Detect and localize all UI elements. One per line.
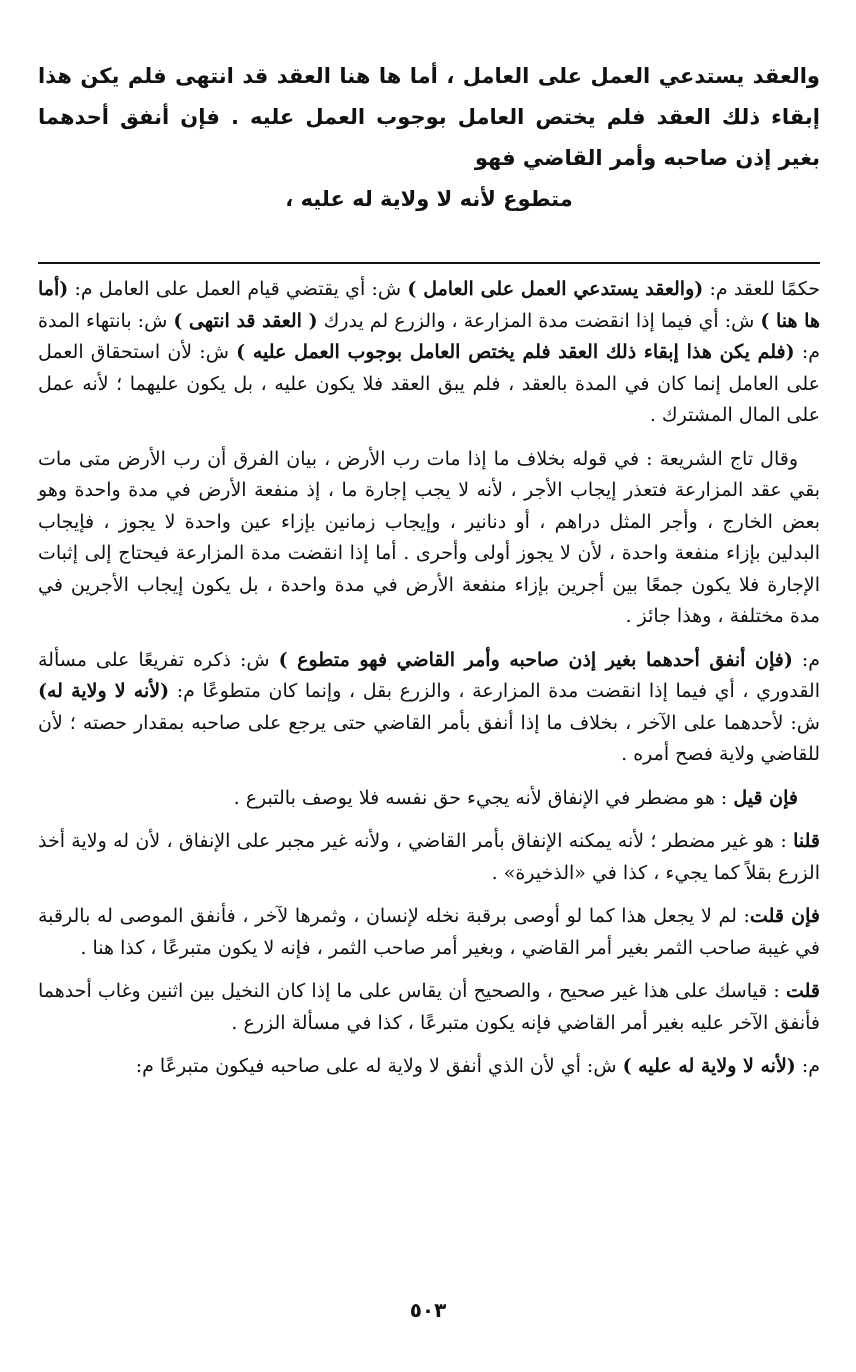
main-paragraph-end: متطوع لأنه لا ولاية له عليه ، [285, 187, 573, 211]
page-number: ٥٠٣ [409, 1298, 447, 1322]
commentary-paragraph [38, 645, 820, 771]
commentary-text: : قياسك على هذا غير صحيح ، والصحيح أن يقاس على ما إذا كان النخيل بين اثنين وغاب أحدهما فأنفق الآخر عليه بغير أمر القاضي فإنه يكون متبرعًا ، كذا في مسألة الزرع . [38, 980, 820, 1034]
commentary-text: : هو مضطر في الإنفاق لأنه يجيء حق نفسه فلا يوصف بالتبرع . [233, 786, 734, 809]
matn-quote: (والعقد يستدعي العمل على العامل ) [407, 278, 704, 300]
reply-label: قلنا [793, 830, 820, 852]
matn-quote: (أما ها هنا ) [38, 278, 820, 332]
commentary-text: حكمًا للعقد م: [703, 278, 821, 300]
commentary-text: : هو غير مضطر ؛ لأنه يمكنه الإنفاق بأمر القاضي ، ولأنه غير مجبر على الإنفاق ، لأن له ولاية أخذ الزرع بقلاً كما يجيء ، كذا في «الذخيرة» . [38, 830, 820, 884]
objection-label: فإن قلت [749, 905, 820, 927]
commentary-text: م: [795, 1055, 820, 1077]
matn-quote: (فإن أنفق أحدهما بغير إذن صاحبه وأمر القاضي فهو متطوع ) [278, 648, 793, 671]
page [38, 56, 820, 1372]
commentary-paragraph [38, 826, 820, 889]
commentary-text: م: [792, 648, 821, 671]
main-paragraph: والعقد يستدعي العمل على العامل ، أما ها هنا العقد قد انتهى فلم يكن هذا إبقاء ذلك العقد فلم يختص العامل بوجوب العمل عليه . فإن أنفق أحدهما بغير إذن صاحبه وأمر القاضي فهو [38, 64, 820, 170]
commentary-paragraph: وقال تاج الشريعة : في قوله بخلاف ما إذا مات رب الأرض ، بيان الفرق أن رب الأرض متى مات بقي عقد المزارعة فتعذر إيجاب الأجر ، لأنه لا يجب إجارة ما ، إذ منفعة الأرض في مدة واحدة وهو بعض الخارج ، وأجر المثل دراهم ، أو دنانير ، وإيجاب زمانين بإزاء عين واحدة لا يجوز ، فإيجاب البدلين بإزاء منفعة واحدة ، لأن لا يجوز أولى وأحرى . أما إذا انقضت مدة المزارعة فيحتاج إلى إثبات الإجارة فلا يكون جمعًا بين أجرين بإزاء منفعة الأرض في مدة واحدة ، بل يكون إيجاب الأجرين في مدة مختلفة ، وهذا جائز . [38, 447, 821, 627]
matn-quote: (فلم يكن هذا إبقاء ذلك العقد فلم يختص العامل بوجوب العمل عليه ) [236, 341, 795, 363]
commentary-text: ش: لأحدهما على الآخر ، بخلاف ما إذا أنفق بأمر القاضي حتى يرجع على صاحبه بمقدار حصته ؛ لأن للقاضي ولاية فصح أمره . [38, 711, 820, 765]
commentary-text: ش: أي فيما إذا انقضت مدة المزارعة ، والزرع لم يدرك [317, 309, 761, 332]
commentary-paragraph [38, 976, 820, 1039]
commentary-text: ش: أي لأن الذي أنفق لا ولاية له على صاحبه فيكون متبرعًا م: [135, 1055, 623, 1077]
footnote-divider [38, 262, 820, 264]
matn-quote: ( العقد قد انتهى ) [173, 309, 318, 332]
commentary-paragraph [38, 783, 820, 815]
commentary [38, 274, 820, 1083]
matn-quote: (لأنه لا ولاية له عليه ) [622, 1055, 796, 1077]
reply-label: قلت [785, 980, 820, 1002]
commentary-text: ش: ذكره تفريعًا على مسألة القدوري ، أي فيما إذا انقضت مدة المزارعة ، والزرع بقل ، وإنما كان متطوعًا م: [38, 648, 821, 702]
matn-quote: (لأنه لا ولاية له) [38, 680, 170, 702]
commentary-paragraph [38, 901, 820, 964]
commentary-text: ش: لأن استحقاق العمل على العامل إنما كان في المدة بالعقد ، فلم يبق العقد فلا يكون عليه ، بل يكون عليهما ؛ لأنه عمل على المال المشترك . [38, 341, 820, 426]
objection-label: فإن قيل [733, 786, 798, 809]
main-text [38, 56, 820, 220]
commentary-paragraph [38, 1051, 820, 1083]
commentary-text: : لم لا يجعل هذا كما لو أوصى برقبة نخله لإنسان ، وثمرها لآخر ، فأنفق الموصى له بالرقبة في غيبة صاحب الثمر بغير أمر القاضي ، وبغير أمر صاحب الثمر ، فإنه لا يكون متبرعًا ، كذا هنا . [38, 905, 820, 959]
commentary-text: ش: بانتهاء المدة م: [38, 309, 820, 363]
commentary-paragraph [38, 274, 820, 432]
commentary-text: ش: أي يقتضي قيام العمل على العامل م: [68, 278, 408, 300]
